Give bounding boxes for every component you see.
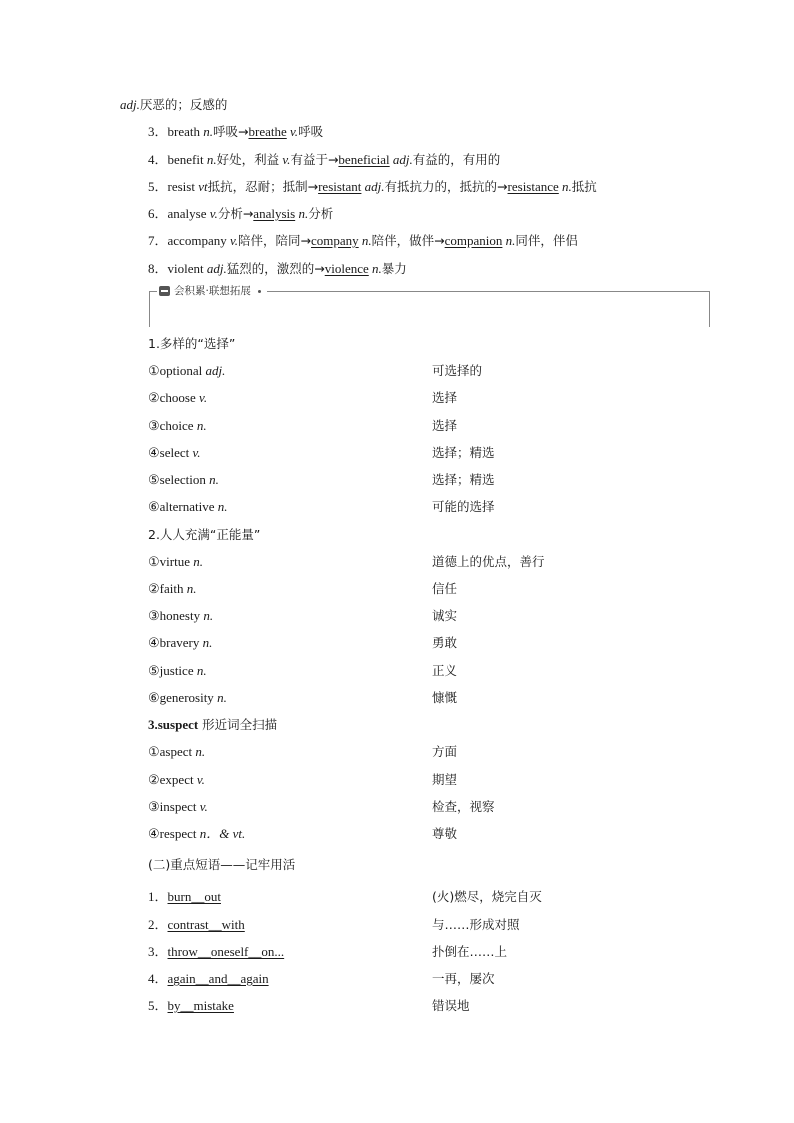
phrase-item: 2．contrast__with [148, 917, 245, 932]
phrase-meaning: 一再，屡次 [432, 971, 495, 986]
list-item: ③honesty n. [148, 608, 214, 623]
list-item: ①optional adj. [148, 363, 226, 378]
list-item-meaning: 选择 [432, 390, 458, 405]
section-box-label: 会积累·联想拓展 [157, 283, 267, 299]
list-item-meaning: 正义 [432, 663, 458, 678]
list-item-meaning: 勇敢 [432, 635, 458, 650]
list-item-meaning: 道德上的优点，善行 [432, 554, 545, 569]
list-item: ①virtue n. [148, 554, 203, 569]
phrase-item: 3．throw__oneself__on... [148, 944, 285, 959]
vocab-item-accompany: 7．accompany v.陪伴，陪同→company n.陪伴，做伴→companion n.同伴，伴侣 [148, 233, 578, 248]
section-title-choice: 1.多样的“选择” [148, 336, 236, 351]
list-item: ②choose v. [148, 390, 208, 405]
vocab-item-resist: 5．resist vt抵抗，忍耐；抵制→resistant adj.有抵抗力的，抵抗的→resistance n.抵抗 [148, 179, 597, 194]
list-item: ⑥generosity n. [148, 690, 227, 705]
list-item: ③inspect v. [148, 799, 208, 814]
phrase-meaning: (火)燃尽，烧完自灭 [432, 889, 542, 904]
phrase-meaning: 错误地 [432, 998, 470, 1013]
list-item: ④bravery n. [148, 635, 213, 650]
list-item-meaning: 可选择的 [432, 363, 483, 378]
list-item-meaning: 慷慨 [432, 690, 458, 705]
list-item-meaning: 选择 [432, 418, 458, 433]
vocab-item-violent: 8．violent adj.猛烈的，激烈的→violence n.暴力 [148, 261, 407, 276]
list-item: ④respect n．& vt. [148, 826, 246, 841]
list-item: ②faith n. [148, 581, 197, 596]
list-item-meaning: 可能的选择 [432, 499, 495, 514]
dot-icon [258, 290, 261, 293]
list-item-meaning: 选择；精选 [432, 472, 495, 487]
list-item: ①aspect n. [148, 744, 206, 759]
phrase-meaning: 扑倒在……上 [432, 944, 508, 959]
phrase-meaning: 与……形成对照 [432, 917, 520, 932]
phrase-item: 1．burn__out [148, 889, 221, 904]
list-item-meaning: 诚实 [432, 608, 458, 623]
section-title-positive-energy: 2.人人充满“正能量” [148, 527, 261, 542]
vocab-item-analyse: 6．analyse v.分析→analysis n.分析 [148, 206, 334, 221]
list-item: ②expect v. [148, 772, 205, 787]
vocab-item-breath: 3．breath n.呼吸→breathe v.呼吸 [148, 124, 324, 139]
list-item: ③choice n. [148, 418, 207, 433]
list-item-meaning: 检查，视察 [432, 799, 495, 814]
phrase-item: 4．again__and__again [148, 971, 269, 986]
list-item-meaning: 选择；精选 [432, 445, 495, 460]
vocab-item-benefit: 4．benefit n.好处，利益 v.有益于→beneficial adj.有益的，有用的 [148, 152, 501, 167]
list-item-meaning: 尊敬 [432, 826, 458, 841]
line-adj-continuation: adj.厌恶的；反感的 [120, 97, 228, 112]
section-title-suspect: 3.suspect 形近词全扫描 [148, 717, 278, 732]
list-item: ④select v. [148, 445, 201, 460]
list-item: ⑤selection n. [148, 472, 219, 487]
list-item: ⑤justice n. [148, 663, 207, 678]
list-item-meaning: 方面 [432, 744, 458, 759]
list-item-meaning: 期望 [432, 772, 458, 787]
list-item-meaning: 信任 [432, 581, 458, 596]
phrase-item: 5．by__mistake [148, 998, 234, 1013]
section-title-phrases: (二)重点短语——记牢用活 [148, 857, 296, 872]
minus-square-icon [159, 286, 170, 296]
list-item: ⑥alternative n. [148, 499, 228, 514]
